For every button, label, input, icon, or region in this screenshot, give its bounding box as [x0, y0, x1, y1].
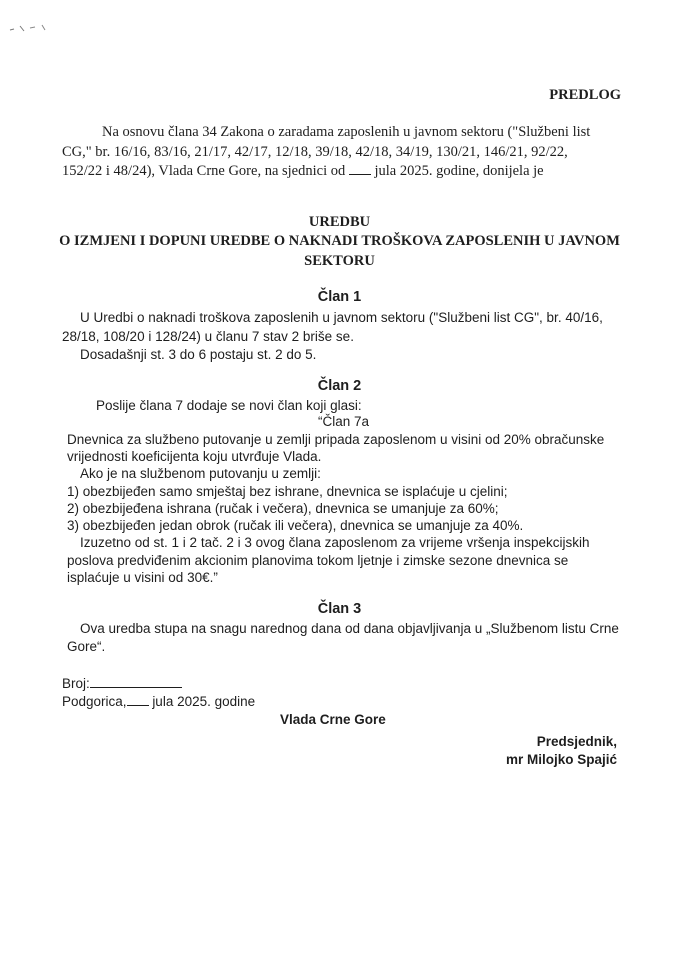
clan-2-p3-line-1: Izuzetno od st. 1 i 2 tač. 2 i 3 ovog člana zaposlenom za vrijeme vršenja inspekcijskih — [80, 535, 590, 550]
clan-3-line-2: Gore“. — [67, 639, 106, 654]
document-status-label: PREDLOG — [549, 87, 621, 103]
clan-2-p3-line-2: poslova predviđenim akcionim planovima tokom ljetnje i zimske sezone dnevnica se — [67, 553, 569, 568]
clan-2-heading: Član 2 — [317, 378, 362, 394]
clan-3-line-1: Ova uredba stupa na snagu narednog dana od dana objavljivanja u „Službenom listu Crne — [80, 621, 619, 636]
broj-label: Broj: — [62, 676, 90, 691]
clan-7a-heading: “Član 7a — [318, 414, 370, 429]
title-line-2: O IZMJENI I DOPUNI UREDBE O NAKNADI TROŠKOVA ZAPOSLENIH U JAVNOM — [59, 233, 620, 249]
issuer-name: Vlada Crne Gore — [280, 712, 386, 727]
preamble-line-3-start: 152/22 i 48/24), Vlada Crne Gore, na sjednici od — [62, 163, 346, 179]
clan-2-item-1: 1) obezbijeđen samo smještaj bez ishrane, dnevnica se isplaćuje u cjelini; — [67, 484, 508, 499]
broj-blank — [90, 675, 182, 688]
day-blank — [127, 693, 149, 706]
preamble-line-1: Na osnovu člana 34 Zakona o zaradama zaposlenih u javnom sektoru ("Službeni list — [102, 124, 591, 140]
title-line-3: SEKTORU — [304, 253, 375, 269]
clan-1-heading: Član 1 — [317, 289, 362, 305]
clan-2-p2-intro: Ako je na službenom putovanju u zemlji: — [80, 466, 321, 481]
preamble-line-3 — [62, 162, 544, 180]
clan-2-item-3: 3) obezbijeđen jedan obrok (ručak ili večera), dnevnica se umanjuje za 40%. — [67, 518, 524, 533]
scan-artifact-mark — [8, 22, 58, 36]
clan-2-item-2: 2) obezbijeđena ishrana (ručak i večera), dnevnica se umanjuje za 60%; — [67, 501, 499, 516]
clan-2-intro: Poslije člana 7 dodaje se novi član koji glasi: — [96, 398, 362, 413]
clan-1-line-2: 28/18, 108/20 i 128/24) u članu 7 stav 2 briše se. — [62, 329, 354, 344]
place-date-rest: jula 2025. godine — [152, 694, 256, 709]
clan-2-p1-line-2: vrijednosti koeficijenta koju utvrđuje Vlada. — [67, 449, 322, 464]
clan-1-line-3: Dosadašnji st. 3 do 6 postaju st. 2 do 5. — [80, 347, 317, 362]
clan-3-heading: Član 3 — [317, 601, 362, 617]
title-uredbu: UREDBU — [308, 214, 371, 230]
place-label: Podgorica, — [62, 694, 127, 709]
signer-name: mr Milojko Spajić — [505, 752, 617, 767]
broj-line — [62, 675, 182, 691]
place-date-line — [62, 693, 255, 709]
preamble-line-2: CG," br. 16/16, 83/16, 21/17, 42/17, 12/18, 39/18, 42/18, 34/19, 130/21, 146/21, 92/22, — [62, 144, 568, 160]
preamble-line-3-end: jula 2025. godine, donijela je — [374, 163, 544, 179]
clan-2-p1-line-1: Dnevnica za službeno putovanje u zemlji pripada zaposlenom u visini od 20% obračunske — [67, 432, 605, 447]
session-date-blank — [349, 162, 371, 175]
signer-title: Predsjednik, — [536, 734, 617, 749]
clan-1-line-1: U Uredbi o naknadi troškova zaposlenih u javnom sektoru ("Službeni list CG", br. 40/16, — [80, 310, 603, 325]
clan-2-p3-line-3: isplaćuje u visini od 30€.” — [67, 570, 218, 585]
